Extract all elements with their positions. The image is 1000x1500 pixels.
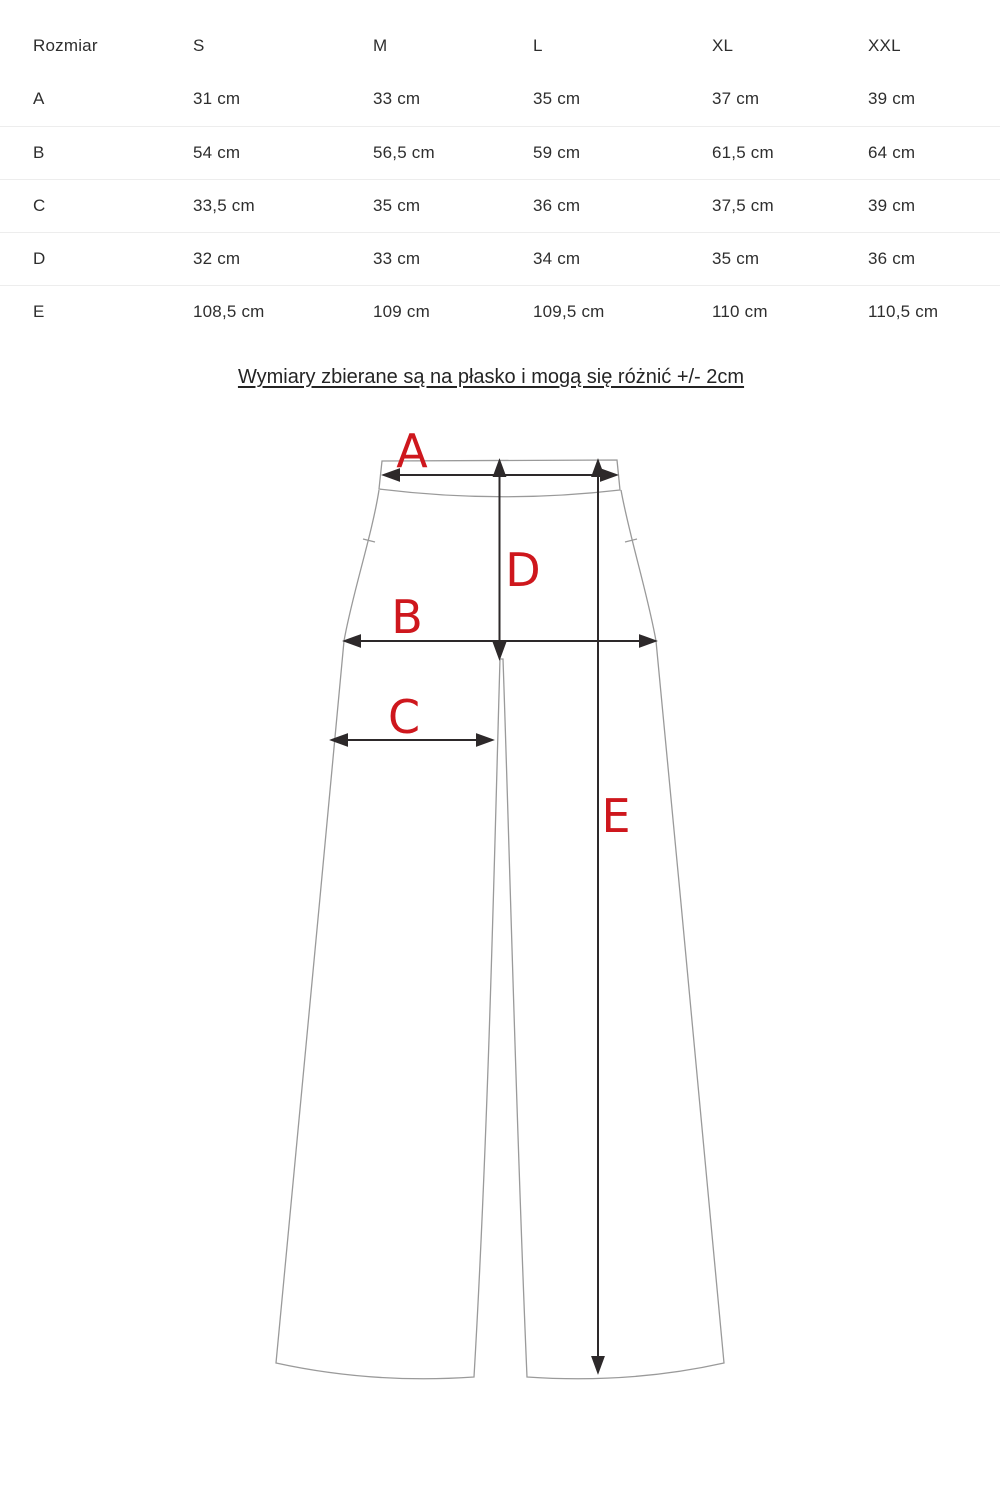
label-c: C [387, 690, 421, 744]
arrow-b-head-right [640, 636, 655, 647]
col-header-l: L [533, 35, 543, 55]
dimension-arrows [332, 461, 655, 1372]
arrow-c-head-right [477, 735, 492, 746]
row-label: A [33, 89, 45, 109]
arrow-shapes [332, 461, 655, 1372]
cell: 109,5 cm [533, 301, 605, 321]
cell: 35 cm [533, 89, 581, 109]
label-d: D [505, 543, 541, 597]
cell: 31 cm [193, 89, 241, 109]
cell: 33 cm [373, 248, 421, 268]
label-a: A [396, 424, 428, 478]
cell: 39 cm [868, 195, 916, 215]
cell: 34 cm [533, 248, 581, 268]
arrow-b-head-left [345, 636, 360, 647]
cell: 35 cm [712, 248, 760, 268]
cell: 37,5 cm [712, 195, 774, 215]
row-label: D [33, 248, 46, 268]
label-b: B [391, 590, 423, 644]
cell: 110 cm [712, 301, 768, 321]
arrow-d-head-bottom [494, 643, 505, 658]
cell: 35 cm [373, 195, 421, 215]
cell: 54 cm [193, 142, 241, 162]
cell: 56,5 cm [373, 142, 435, 162]
arrow-e-head-bottom [593, 1357, 604, 1372]
cell: 61,5 cm [712, 142, 774, 162]
row-label: E [33, 301, 45, 321]
col-header-m: M [373, 35, 388, 55]
pocket-notch-right [625, 539, 637, 542]
row-label: B [33, 142, 45, 162]
col-header-rozmiar: Rozmiar [33, 35, 98, 55]
cell: 39 cm [868, 89, 916, 109]
row-label: C [33, 195, 46, 215]
cell: 37 cm [712, 89, 760, 109]
cell: 33 cm [373, 89, 421, 109]
label-e: E [601, 789, 631, 843]
cell: 33,5 cm [193, 195, 255, 215]
cell: 110,5 cm [868, 301, 939, 321]
cell: 36 cm [533, 195, 581, 215]
col-header-xl: XL [712, 35, 734, 55]
cell: 109 cm [373, 301, 430, 321]
col-header-xxl: XXL [868, 35, 901, 55]
cell: 108,5 cm [193, 301, 265, 321]
cell: 32 cm [193, 248, 241, 268]
col-header-s: S [193, 35, 205, 55]
cell: 59 cm [533, 142, 581, 162]
cell: 36 cm [868, 248, 916, 268]
cell: 64 cm [868, 142, 916, 162]
measurement-note: Wymiary zbierane są na płasko i mogą się różnić +/- 2cm [237, 366, 745, 388]
